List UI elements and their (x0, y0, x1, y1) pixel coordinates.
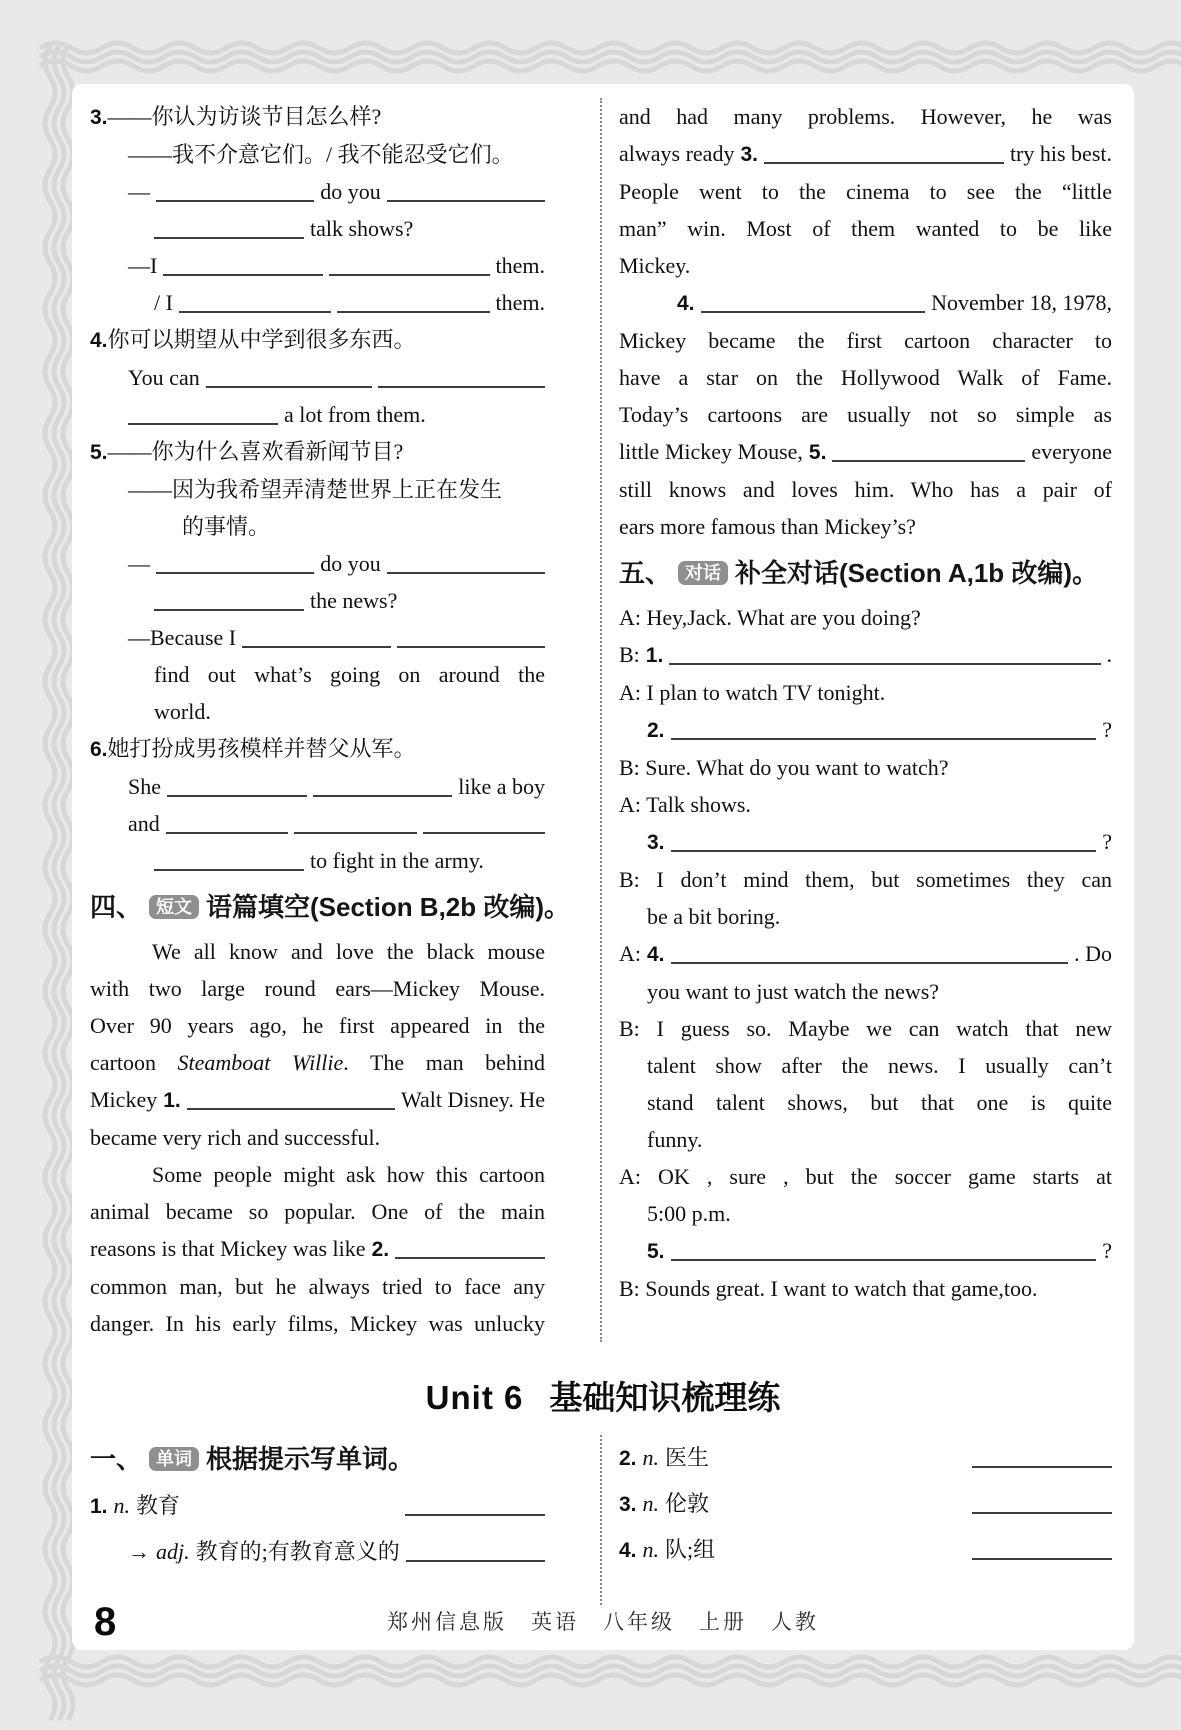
heading-text: 根据提示写单词。 (206, 1444, 415, 1474)
text-run: do you (320, 551, 381, 576)
text-run: People went to the cinema to see the “little (619, 179, 1112, 204)
text-line (90, 1483, 545, 1529)
text-line (90, 1305, 545, 1342)
item-number: 3. (647, 831, 665, 854)
blank-line (156, 180, 314, 202)
text-line (619, 210, 1112, 247)
item-number: 3. (90, 106, 108, 129)
text-line (619, 973, 1112, 1010)
text-line (619, 1047, 1112, 1084)
text-run: She (128, 774, 161, 799)
text-run: 她打扮成男孩模样并替父从军。 (107, 736, 416, 761)
text-run: still knows and loves him. Who has a pair of (619, 477, 1112, 502)
text-run: always ready (619, 141, 735, 166)
blank-line (669, 643, 1100, 665)
blank-line (337, 291, 489, 313)
text-run: reasons is that Mickey was like (90, 1236, 366, 1261)
text-line (90, 471, 545, 508)
text-run: Today’s cartoons are usually not so simple as (619, 402, 1112, 427)
text-line (619, 98, 1112, 135)
blank-line (832, 440, 1025, 462)
blank-line (671, 942, 1069, 964)
text-run: and had many problems. However, he was (619, 104, 1112, 129)
text-run: → (128, 1539, 150, 1564)
text-run: with two large round ears—Mickey Mouse. (90, 976, 545, 1001)
text-line (619, 508, 1112, 545)
blank-line (387, 552, 545, 574)
text-line (619, 1010, 1112, 1047)
text-line (90, 545, 545, 582)
heading-text: 语篇填空(Section B,2b 改编)。 (206, 892, 571, 922)
text-run: the news? (310, 588, 398, 613)
heading-text: 补全对话(Section A,1b 改编)。 (735, 558, 1099, 588)
blank-line (313, 775, 453, 797)
text-line (90, 210, 545, 247)
blank-line (701, 291, 926, 313)
top-left-column (72, 98, 600, 1342)
text-line (90, 619, 545, 656)
italic-text: n. (642, 1491, 660, 1516)
text-run: A: Talk shows. (619, 792, 751, 817)
text-line (619, 1527, 1112, 1573)
text-line (619, 674, 1112, 711)
wave-border-bottom (40, 1656, 1181, 1690)
blank-line (154, 589, 304, 611)
text-run: . Do (1074, 941, 1112, 966)
italic-text: n. (113, 1493, 131, 1518)
text-run: 伦敦 (665, 1491, 710, 1516)
item-number: 2. (647, 719, 665, 742)
item-number: 2. (619, 1447, 637, 1470)
text-run: a lot from them. (284, 402, 426, 427)
text-run: 队;组 (665, 1537, 716, 1562)
text-line (619, 396, 1112, 433)
text-run: You can (128, 365, 200, 390)
item-number: 5. (90, 441, 108, 464)
item-number: 4. (677, 292, 695, 315)
text-line (619, 823, 1112, 861)
text-run: B: I guess so. Maybe we can watch that new (619, 1016, 1112, 1041)
item-number: 4. (90, 329, 108, 352)
text-run: ears more famous than Mickey’s? (619, 514, 916, 539)
text-run: ? (1102, 1238, 1112, 1263)
text-line (619, 1270, 1112, 1307)
text-run: 教育 (136, 1493, 181, 1518)
text-run: them. (495, 253, 546, 278)
text-run: Mickey (90, 1087, 158, 1112)
text-run: world. (154, 699, 211, 724)
exercise-bottom-section (72, 1435, 1134, 1605)
text-line (90, 247, 545, 284)
text-run: little Mickey Mouse, (619, 439, 803, 464)
text-run: B: Sure. What do you want to watch? (619, 755, 949, 780)
blank-line (387, 180, 545, 202)
text-run: stand talent shows, but that one is quite (647, 1090, 1112, 1115)
italic-text: Steamboat Willie (177, 1050, 344, 1075)
blank-line (166, 812, 288, 834)
text-line (90, 1230, 545, 1268)
text-line (90, 693, 545, 730)
text-line (619, 1084, 1112, 1121)
text-run: ——你认为访谈节目怎么样? (107, 104, 382, 129)
blank-line (154, 217, 304, 239)
text-line (90, 1268, 545, 1305)
section-heading (90, 885, 571, 929)
text-run: have a star on the Hollywood Walk of Fame. (619, 365, 1112, 390)
section-heading (90, 1435, 545, 1483)
blank-line (972, 1492, 1112, 1514)
text-line (90, 1193, 545, 1230)
text-run: Mickey. (619, 253, 691, 278)
text-line (90, 1081, 545, 1119)
blank-line (206, 366, 373, 388)
text-line (90, 433, 545, 471)
text-line (619, 636, 1112, 674)
blank-line (242, 626, 390, 648)
item-number: 4. (647, 943, 665, 966)
text-line (90, 730, 545, 768)
text-run: 医生 (665, 1445, 710, 1470)
text-line (619, 898, 1112, 935)
text-run: try his best. (1009, 141, 1112, 166)
text-line (90, 970, 545, 1007)
text-line (619, 247, 1112, 284)
item-number: 2. (371, 1238, 390, 1261)
unit-title-zh: 基础知识梳理练 (549, 1379, 781, 1416)
section-tag-badge: 短文 (149, 895, 199, 920)
blank-line (395, 1237, 545, 1259)
text-run: / I (154, 290, 173, 315)
heading-text: 一、 (90, 1444, 143, 1474)
blank-line (329, 254, 489, 276)
text-line (90, 1007, 545, 1044)
blank-line (671, 1239, 1097, 1261)
text-line (619, 861, 1112, 898)
text-run: danger. In his early films, Mickey was unlucky (90, 1311, 545, 1336)
text-line (619, 1232, 1112, 1270)
blank-line (294, 812, 416, 834)
text-run: —Because I (128, 625, 237, 650)
text-run: Walt Disney. He (400, 1087, 545, 1112)
unit-title-en: Unit 6 (425, 1379, 524, 1416)
blank-line (397, 626, 545, 648)
text-run: A: Hey,Jack. What are you doing? (619, 605, 921, 630)
footer-text: 郑州信息版 英语 八年级 上册 人教 (387, 1610, 819, 1634)
text-run: and (128, 811, 160, 836)
page-panel (72, 84, 1134, 1650)
text-run: ——我不介意它们。/ 我不能忍受它们。 (128, 142, 514, 167)
text-run: We all know and love the black mouse (152, 939, 545, 964)
blank-line (764, 142, 1004, 164)
blank-line (156, 552, 314, 574)
blank-line (167, 775, 307, 797)
blank-line (128, 403, 278, 425)
text-line (90, 768, 545, 805)
text-line (619, 1121, 1112, 1158)
text-run: 5:00 p.m. (647, 1201, 731, 1226)
italic-text: n. (642, 1445, 660, 1470)
item-number: 1. (90, 1495, 108, 1518)
text-line (619, 173, 1112, 210)
text-line (90, 1156, 545, 1193)
text-run: like a boy (458, 774, 546, 799)
blank-line (163, 254, 323, 276)
text-line (90, 805, 545, 842)
blank-line (671, 718, 1097, 740)
text-run: B: (619, 642, 640, 667)
text-run: B: I don’t mind them, but sometimes they can (619, 867, 1112, 892)
text-line (90, 1044, 545, 1081)
text-line (90, 582, 545, 619)
heading-text: 四、 (90, 892, 143, 922)
text-run: be a bit boring. (647, 904, 781, 929)
text-line (90, 98, 545, 136)
text-run: 教育的;有教育意义的 (195, 1539, 400, 1564)
blank-line (972, 1538, 1112, 1560)
item-number: 1. (163, 1089, 181, 1112)
text-line (90, 136, 545, 173)
text-line (90, 321, 545, 359)
wave-line (45, 46, 55, 1720)
text-run: do you (320, 179, 381, 204)
page-number: 8 (94, 1600, 117, 1644)
blank-line (972, 1446, 1112, 1468)
text-line (619, 749, 1112, 786)
section-tag-badge: 对话 (678, 561, 728, 586)
text-run: ? (1102, 829, 1112, 854)
text-line (619, 1481, 1112, 1527)
text-line (619, 786, 1112, 823)
text-line (90, 656, 545, 693)
blank-line (187, 1088, 395, 1110)
text-line (619, 433, 1112, 471)
text-line (90, 933, 545, 970)
text-line (619, 711, 1112, 749)
text-line (619, 1195, 1112, 1232)
text-line (90, 508, 545, 545)
text-run: them. (495, 290, 546, 315)
text-run: you want to just watch the news? (647, 979, 940, 1004)
text-line (619, 599, 1112, 636)
section-heading (619, 551, 1112, 595)
blank-line (179, 291, 331, 313)
text-run: talk shows? (310, 216, 414, 241)
blank-line (154, 849, 304, 871)
text-run: A: I plan to watch TV tonight. (619, 680, 886, 705)
blank-line (671, 830, 1097, 852)
item-number: 1. (645, 644, 664, 667)
unit-heading (72, 1372, 1134, 1419)
text-run: 的事情。 (182, 514, 271, 539)
text-line (90, 842, 545, 879)
blank-line (405, 1494, 545, 1516)
text-line (619, 322, 1112, 359)
bottom-left-column (72, 1435, 600, 1605)
blank-line (378, 366, 545, 388)
text-run: . The man behind (343, 1050, 546, 1075)
text-run: ——因为我希望弄清楚世界上正在发生 (128, 477, 503, 502)
item-number: 4. (619, 1539, 637, 1562)
text-run: Mickey became the first cartoon character to (619, 328, 1112, 353)
item-number: 5. (647, 1240, 665, 1263)
text-run: find out what’s going on around the (154, 662, 545, 687)
item-number: 5. (808, 441, 827, 464)
text-line (619, 471, 1112, 508)
section-tag-badge: 单词 (149, 1447, 199, 1472)
text-run: Over 90 years ago, he first appeared in the (90, 1013, 545, 1038)
text-run: to fight in the army. (310, 848, 484, 873)
text-line (90, 173, 545, 210)
italic-text: adj. (156, 1539, 190, 1564)
item-number: 3. (740, 143, 758, 166)
italic-text: n. (642, 1537, 660, 1562)
text-line (90, 1529, 545, 1574)
footer-row (72, 1594, 1134, 1648)
text-run: Some people might ask how this cartoon (152, 1162, 545, 1187)
blank-line (423, 812, 545, 834)
text-run: A: OK , sure , but the soccer game starts at (619, 1164, 1112, 1189)
blank-line (406, 1540, 545, 1562)
text-line (619, 1435, 1112, 1481)
text-run: 你可以期望从中学到很多东西。 (107, 327, 416, 352)
text-line (619, 935, 1112, 973)
text-run: became very rich and successful. (90, 1125, 381, 1150)
text-run: cartoon (90, 1050, 178, 1075)
text-run: A: (619, 941, 641, 966)
item-number: 3. (619, 1493, 637, 1516)
text-run: ? (1102, 717, 1112, 742)
bottom-right-column (600, 1435, 1134, 1605)
exercise-top-section (72, 84, 1134, 1342)
item-number: 6. (90, 738, 108, 761)
wave-line (54, 46, 64, 1720)
text-line (619, 135, 1112, 173)
text-run: man” win. Most of them wanted to be like (619, 216, 1112, 241)
text-line (90, 359, 545, 396)
text-run: ——你为什么喜欢看新闻节目? (107, 439, 404, 464)
text-run: . (1106, 642, 1112, 667)
top-right-column (600, 98, 1134, 1342)
text-run: everyone (1031, 439, 1112, 464)
text-run: B: Sounds great. I want to watch that game,too. (619, 1276, 1038, 1301)
text-run: common man, but he always tried to face any (90, 1274, 545, 1299)
text-run: animal became so popular. One of the main (90, 1199, 545, 1224)
text-line (619, 284, 1112, 322)
text-line (90, 396, 545, 433)
text-line (619, 359, 1112, 396)
text-run: talent show after the news. I usually can’t (647, 1053, 1112, 1078)
text-run: November 18, 1978, (931, 290, 1112, 315)
text-run: — (128, 551, 150, 576)
text-run: —I (128, 253, 158, 278)
wave-border-top (40, 42, 1181, 76)
text-line (90, 284, 545, 321)
text-line (90, 1119, 545, 1156)
heading-text: 五、 (619, 558, 672, 588)
text-line (619, 1158, 1112, 1195)
text-run: — (128, 179, 150, 204)
text-run: funny. (647, 1127, 703, 1152)
